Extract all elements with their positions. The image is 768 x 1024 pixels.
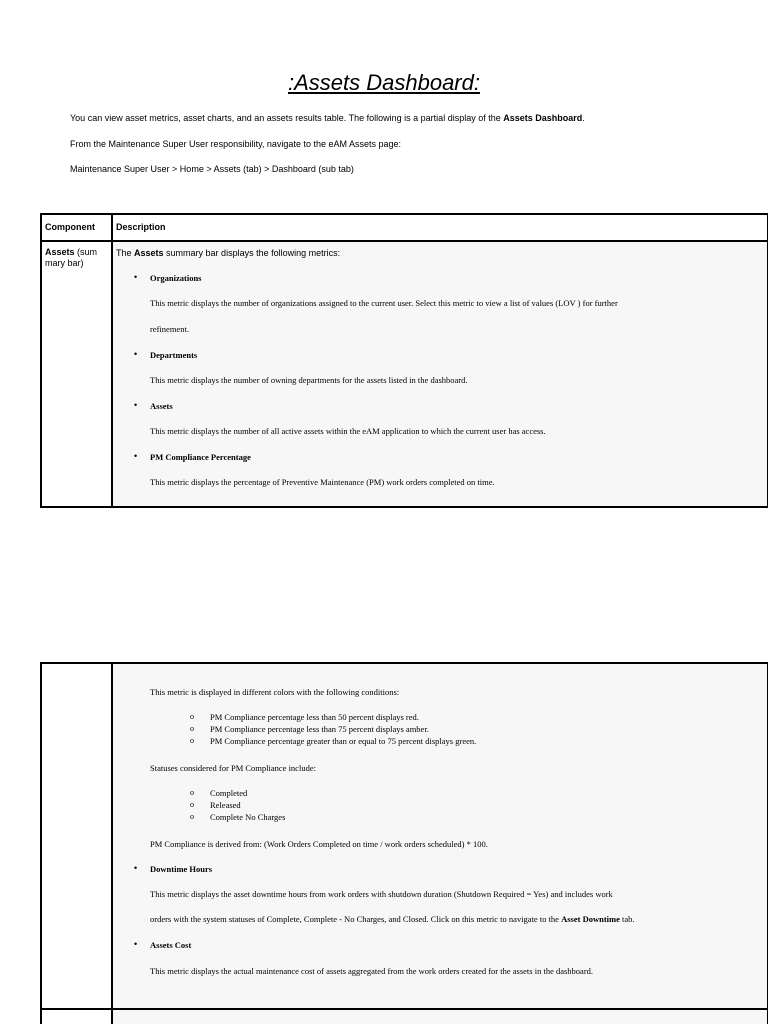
bullet-icon: • [134, 939, 138, 949]
bullet-icon: • [134, 863, 138, 873]
bullet-icon: • [134, 400, 138, 410]
component-table-continued [40, 662, 768, 1024]
metric-title-downtime-hours: Downtime Hours [150, 864, 213, 874]
status-item: Complete No Charges [210, 812, 286, 822]
metric-desc-assets-cost: This metric displays the actual maintenance cost of assets aggregated from the work orders created for the assets in the dashboard. [150, 966, 594, 976]
sub-bullet-icon: o [190, 800, 194, 809]
bullet-icon: • [134, 272, 138, 282]
metric-title-departments: Departments [150, 350, 198, 360]
summary-text-end: summary bar displays the following metrics: [163, 248, 341, 258]
downtime-text-end: tab. [619, 914, 635, 924]
color-conditions-intro: This metric is displayed in different colors with the following conditions: [150, 687, 400, 697]
summary-bold: Assets [134, 248, 164, 258]
intro-text: You can view asset metrics, asset charts, and an assets results table. The following is a partial display of the [70, 113, 504, 123]
header-component: Component [45, 222, 95, 232]
metric-desc-assets: This metric displays the number of all active assets within the eAM application to which the current user has access. [150, 426, 546, 436]
component-name-rest: (sum [74, 247, 98, 257]
summary-intro [116, 248, 340, 258]
downtime-text: orders with the system statuses of Complete, Complete - No Charges, and Closed. Click on this metric to navigate to the [150, 914, 562, 924]
component-name-line2: mary bar) [45, 258, 84, 268]
page-title: :Assets Dashboard: [288, 70, 480, 95]
status-item: Completed [210, 788, 248, 798]
description-cell-background [113, 242, 767, 506]
summary-text: The [116, 248, 135, 258]
metric-desc-organizations-cont: refinement. [150, 324, 189, 334]
component-name: Assets [45, 247, 75, 257]
metric-desc-pm-compliance: This metric displays the percentage of Preventive Maintenance (PM) work orders completed on time. [150, 477, 495, 487]
bullet-icon: • [134, 349, 138, 359]
color-condition-green: PM Compliance percentage greater than or equal to 75 percent displays green. [210, 736, 477, 746]
intro-bold-text: Assets Dashboard [503, 113, 583, 123]
metric-title-organizations: Organizations [150, 273, 202, 283]
column-divider [111, 664, 113, 1024]
metric-title-assets: Assets [150, 401, 173, 411]
metric-title-assets-cost: Assets Cost [150, 940, 192, 950]
bullet-icon: • [134, 451, 138, 461]
metric-desc-downtime-hours-cont [150, 914, 635, 924]
sub-bullet-icon: o [190, 736, 194, 745]
column-divider [111, 215, 113, 506]
metric-desc-departments: This metric displays the number of owning departments for the assets listed in the dashboard. [150, 375, 468, 385]
metric-desc-organizations: This metric displays the number of organizations assigned to the current user. Select this metric to view a list of values (LOV ) for further [150, 298, 618, 308]
sub-bullet-icon: o [190, 724, 194, 733]
intro-text-end: . [582, 113, 585, 123]
color-condition-amber: PM Compliance percentage less than 75 percent displays amber. [210, 724, 429, 734]
intro-paragraph-2: From the Maintenance Super User responsibility, navigate to the eAM Assets page: [70, 139, 402, 149]
sub-bullet-icon: o [190, 712, 194, 721]
intro-paragraph-1 [70, 113, 585, 123]
metric-title-pm-compliance: PM Compliance Percentage [150, 452, 251, 462]
row-divider [42, 1008, 768, 1010]
sub-bullet-icon: o [190, 812, 194, 821]
component-table [40, 213, 768, 508]
table-header-row [42, 215, 768, 242]
component-cell [45, 247, 109, 269]
color-condition-red: PM Compliance percentage less than 50 percent displays red. [210, 712, 419, 722]
asset-downtime-tab-ref: Asset Downtime [561, 914, 620, 924]
header-description: Description [116, 222, 166, 232]
navigation-path: Maintenance Super User > Home > Assets (tab) > Dashboard (sub tab) [70, 164, 354, 174]
metric-desc-downtime-hours: This metric displays the asset downtime hours from work orders with shutdown duration (Shutdown Required = Yes) and includes work [150, 889, 613, 899]
pm-compliance-formula: PM Compliance is derived from: (Work Orders Completed on time / work orders scheduled) * 100. [150, 839, 488, 849]
sub-bullet-icon: o [190, 788, 194, 797]
status-item: Released [210, 800, 241, 810]
statuses-intro: Statuses considered for PM Compliance include: [150, 763, 316, 773]
